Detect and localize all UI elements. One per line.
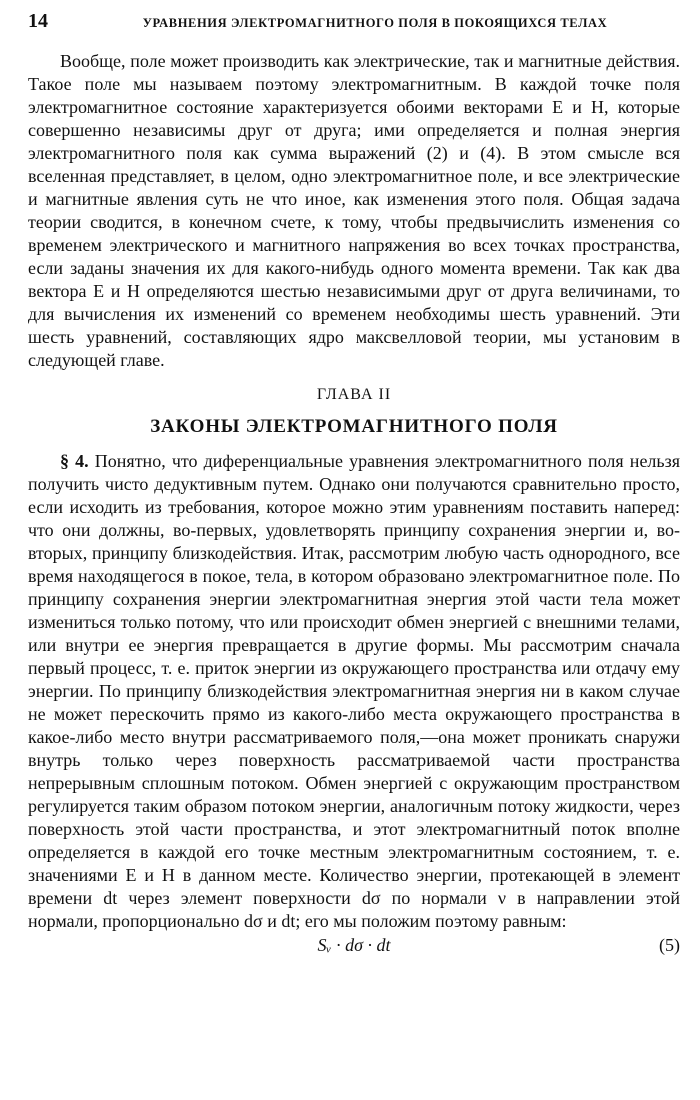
section-paragraph [28,450,680,933]
intro-paragraph: Вообще, поле может производить как электрические, так и магнитные действия. Такое поле мы называем поэтому электромагнитным. В каждой точке поля электромагнитное состояние характеризуется обоими векторами E и H, которые совершенно независимы друг от друга; ими определяется и полная энергия электромагнитного поля как сумма выражений (2) и (4). В этом смысле вся вселенная представляет, в целом, одно электромагнитное поле, и все электрические и магнитные явления суть не что иное, как изменения этого поля. Общая задача теории сводится, в конечном счете, к тому, чтобы предвычислить изменения со временем электрического и магнитного напряжения во всех точках пространства, если заданы значения их для какого-нибудь одного момента времени. Так как два вектора E и H определяются шестью независимыми друг от друга величинами, то для вычисления их изменений со временем необходимы шесть уравнений. Эти шесть уравнений, составляющих ядро максвелловой теории, мы установим в следующей главе. [28,51,680,370]
chapter-label: ГЛАВА II [316,386,392,403]
running-head [28,10,680,38]
section-text: Понятно, что диференциальные уравнения электромагнитного поля нельзя получить чисто дедуктивным путем. Однако они получаются сравнительно просто, если исходить из требования, которое можно этим уравнениям поставить наперед: что они должны, во-первых, удовлетворять принципу сохранения энергии и, во-вторых, принципу близкодействия. Итак, рассмотрим любую часть однородного, все время находящегося в покое, тела, в котором образовано электромагнитное поле. По принципу сохранения энергии электромагнитная энергия этой части тела может измениться только потому, что или происходит обмен энергией с внешними телами, или внутри ее энергия превращается в другие формы. Мы рассмотрим сначала первый процесс, т. е. приток энергии из окружающего пространства или отдачу ему энергии. По принципу близкодействия электромагнитная энергия ни в каком случае не может перескочить прямо из какого-либо места окружающего пространства в какое-либо место внутри рассматриваемого поля,—она может проникать снаружи внутрь только через поверхность рассматриваемой части пространства непрерывным сплошным потоком. Обмен энергией с окружающим пространством регулируется таким образом потоком энергии, аналогичным потоку жидкости, через поверхность этой части пространства, и этот электромагнитный поток вполне определяется в каждой его точке местным электромагнитным состоянием, т. е. значениями E и H в данном месте. Количество энергии, протекающей в элемент времени dt через элемент поверхности dσ по нормали ν в направлении этой нормали, пропорционально dσ и dt; его мы положим поэтому равным: [28,451,681,931]
page-number: 14 [28,10,48,32]
section-mark: § 4. [60,451,89,471]
formula-row [28,935,680,961]
running-title: УРАВНЕНИЯ ЭЛЕКТРОМАГНИТНОГО ПОЛЯ В ПОКОЯЩИХСЯ ТЕЛАХ [142,16,608,30]
chapter-title: ЗАКОНЫ ЭЛЕКТРОМАГНИТНОГО ПОЛЯ [150,416,558,437]
book-page [28,10,680,961]
formula-number: (5) [659,935,680,955]
formula-expression: Sᵥ · dσ · dt [317,935,391,955]
